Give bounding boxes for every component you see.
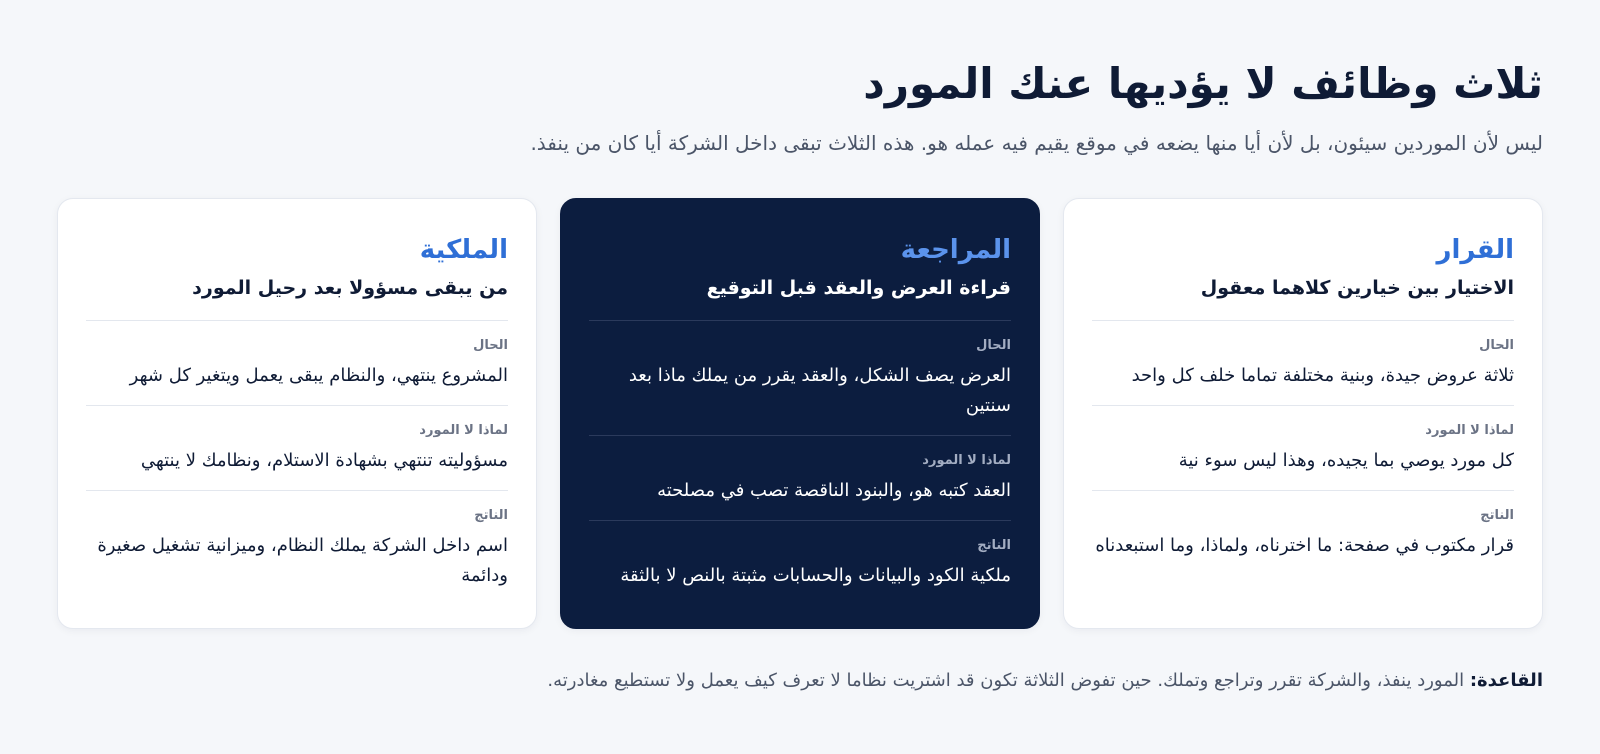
card-row-why-not-vendor [589,436,1011,521]
row-label: الحال [976,338,1011,353]
card-subtitle: قراءة العرض والعقد قبل التوقيع [589,273,1011,321]
card-row-why-not-vendor [1092,406,1514,491]
card-row-situation [589,321,1011,436]
card-title: المراجعة [900,235,1011,265]
rule-text: المورد ينفذ، والشركة تقرر وتراجع وتملك. حين تفوض الثلاثة تكون قد اشتريت نظاما لا تعرف كيف يعمل ولا تستطيع مغادرته. [547,670,1470,691]
row-text: العرض يصف الشكل، والعقد يقرر من يملك ماذا بعد سنتين [628,365,1011,416]
row-label: الحال [1479,338,1514,353]
card-subtitle: الاختيار بين خيارين كلاهما معقول [1092,273,1514,321]
card-subtitle: من يبقى مسؤولا بعد رحيل المورد [86,273,508,321]
row-text: المشروع ينتهي، والنظام يبقى يعمل ويتغير كل شهر [129,365,508,386]
rule-note [57,667,1543,695]
card-ownership [57,198,537,629]
card-title: القرار [1436,235,1514,265]
row-text: ملكية الكود والبيانات والحسابات مثبتة بالنص لا بالثقة [620,565,1011,586]
rule-label: القاعدة: [1469,670,1543,691]
card-row-outcome [86,491,508,605]
row-label: الحال [473,338,508,353]
card-row-outcome [1092,491,1514,575]
row-text: قرار مكتوب في صفحة: ما اخترناه، ولماذا، وما استبعدناه [1095,535,1514,556]
card-row-outcome [589,521,1011,605]
card-title: الملكية [419,235,508,265]
card-row-why-not-vendor [86,406,508,491]
row-text: ثلاثة عروض جيدة، وبنية مختلفة تماما خلف كل واحد [1131,365,1514,386]
row-label: الناتج [474,508,508,523]
row-text: العقد كتبه هو، والبنود الناقصة تصب في مصلحته [657,480,1011,501]
card-row-situation [86,321,508,406]
row-label: لماذا لا المورد [419,423,508,438]
page-subtitle: ليس لأن الموردين سيئون، بل لأن أيا منها يضعه في موقع يقيم فيه عمله هو. هذه الثلاث تبقى داخل الشركة أيا كان من ينفذ. [530,131,1543,155]
row-text: كل مورد يوصي بما يجيده، وهذا ليس سوء نية [1178,450,1514,471]
row-text: اسم داخل الشركة يملك النظام، وميزانية تشغيل صغيرة ودائمة [97,535,508,586]
row-label: الناتج [977,538,1011,553]
row-label: الناتج [1480,508,1514,523]
row-text: مسؤوليته تنتهي بشهادة الاستلام، ونظامك لا ينتهي [140,450,508,471]
row-label: لماذا لا المورد [922,453,1011,468]
card-decision [1063,198,1543,629]
row-label: لماذا لا المورد [1425,423,1514,438]
card-row-situation [1092,321,1514,406]
card-review [560,198,1040,629]
page-title: ثلاث وظائف لا يؤديها عنك المورد [863,59,1543,108]
cards-row [57,198,1543,629]
